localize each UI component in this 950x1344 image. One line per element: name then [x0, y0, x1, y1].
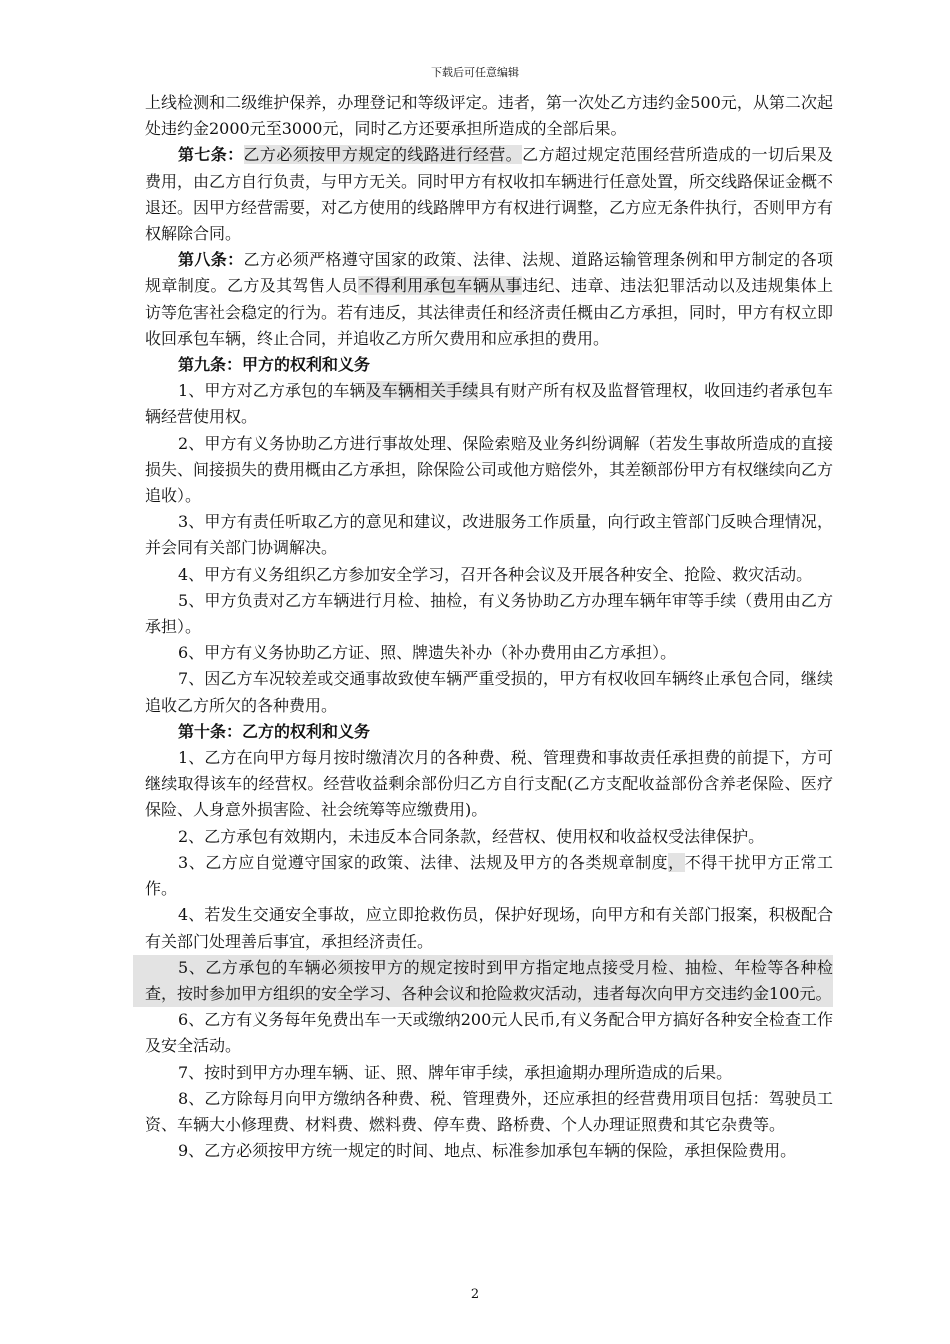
- clause-10-item-3-highlight: ，: [668, 852, 685, 872]
- clause-10-item-2: 2、乙方承包有效期内，未违反本合同条款，经营权、使用权和收益权受法律保护。: [178, 826, 765, 846]
- clause-8-label: 第八条：: [178, 250, 244, 270]
- clause-9-item-6: 6、甲方有义务协助乙方证、照、牌遗失补办（补办费用由乙方承担）。: [178, 643, 677, 663]
- clause-10-item-8: 8、乙方除每月向甲方缴纳各种费、税、管理费外，还应承担的经营费用项目包括：驾驶员工资、车辆大小修理费、材料费、燃料费、停车费、路桥费、个人办理证照费和其它杂费等。: [145, 1088, 833, 1134]
- clause-9-item-4: 4、甲方有义务组织乙方参加安全学习，召开各种会议及开展各种安全、抢险、救灾活动。: [178, 564, 813, 584]
- clause-9-item-2: 2、甲方有义务协助乙方进行事故处理、保险索赔及业务纠纷调解（若发生事故所造成的直接损失、间接损失的费用概由乙方承担，除保险公司或他方赔偿外，其差额部份甲方有权继续向乙方追收）。: [145, 433, 834, 506]
- clause-10-item-3-b: 不得干扰甲方正常工作。: [145, 852, 833, 899]
- page-header: 下载后可任意编辑: [431, 66, 519, 79]
- paragraph-continuation: 上线检测和二级维护保养，办理登记和等级评定。违者，第一次处乙方违约金500元，从第二次起处违约金2000元至3000元，同时乙方还要承担所造成的全部后果。: [145, 93, 833, 139]
- clause-7-highlight: 乙方必须按甲方规定的线路进行经营。: [243, 145, 523, 165]
- clause-9-heading: 第九条：甲方的权利和义务: [178, 355, 371, 375]
- document-body: [145, 90, 833, 1164]
- clause-9-item-3: 3、甲方有责任听取乙方的意见和建议，改进服务工作质量，向行政主管部门反映合理情况，并会同有关部门协调解决。: [145, 512, 833, 558]
- clause-7-text: 乙方超过规定范围经营所造成的一切后果及费用，由乙方自行负责，与甲方无关。同时甲方有权收扣车辆进行任意处置，所交线路保证金概不退还。因甲方经营需要，对乙方使用的线路牌甲方有权进行调整，乙方应无条件执行，否则甲方有权解除合同。: [145, 145, 834, 244]
- clause-10-heading: 第十条：乙方的权利和义务: [178, 721, 371, 741]
- clause-7-label: 第七条：: [178, 145, 244, 165]
- clause-10-item-1: 1、乙方在向甲方每月按时缴清次月的各种费、税、管理费和事故责任承担费的前提下，方可继续取得该车的经营权。经营收益剩余部份归乙方自行支配(乙方支配收益部份含养老保险、医疗保险、人身意外损害险、社会统筹等应缴费用)。: [145, 748, 833, 820]
- page-number: 2: [470, 1287, 480, 1302]
- clause-8-text-b: 违纪、违章、违法犯罪活动以及违规集体上访等危害社会稳定的行为。若有违反，其法律责任和经济责任概由乙方承担，同时，甲方有权立即收回承包车辆，终止合同，并追收乙方所欠费用和应承担的费用。: [145, 276, 834, 348]
- clause-10-item-7: 7、按时到甲方办理车辆、证、照、牌年审手续，承担逾期办理所造成的后果。: [178, 1062, 733, 1082]
- clause-8-highlight: 不得利用承包车辆从事: [358, 276, 522, 296]
- clause-9-item-1-b: 具有财产所有权及监督管理权，收回违约者承包车辆经营使用权。: [145, 381, 833, 427]
- clause-8-text-a: 乙方必须严格遵守国家的政策、法律、法规、道路运输管理条例和甲方制定的各项规章制度。乙方及其驾售人员: [145, 250, 833, 296]
- clause-10-item-5: 5、乙方承包的车辆必须按甲方的规定按时到甲方指定地点接受月检、抽检、年检等各种检查，按时参加甲方组织的安全学习、各种会议和抢险救灾活动，违者每次向甲方交违约金100元。: [133, 955, 833, 1007]
- clause-7: [145, 142, 833, 247]
- clause-9-item-1-a: 1、甲方对乙方承包的车辆: [178, 381, 366, 401]
- clause-10-item-4: 4、若发生交通安全事故，应立即抢救伤员，保护好现场，向甲方和有关部门报案，积极配合有关部门处理善后事宜，承担经济责任。: [145, 905, 833, 951]
- clause-9-item-1: [145, 378, 833, 430]
- clause-9-item-7: 7、因乙方车况较差或交通事故致使车辆严重受损的，甲方有权收回车辆终止承包合同，继续追收乙方所欠的各种费用。: [145, 669, 833, 715]
- clause-10-item-3: [145, 850, 833, 902]
- clause-10-item-3-a: 3、乙方应自觉遵守国家的政策、法律、法规及甲方的各类规章制度: [178, 852, 669, 872]
- clause-8: [145, 247, 833, 352]
- clause-9-item-1-highlight: 及车辆相关手续: [365, 381, 479, 401]
- clause-10-item-9: 9、乙方必须按甲方统一规定的时间、地点、标准参加承包车辆的保险，承担保险费用。: [178, 1141, 797, 1161]
- clause-10-item-6: 6、乙方有义务每年免费出车一天或缴纳200元人民币,有义务配合甲方搞好各种安全检查工作及安全活动。: [145, 1010, 833, 1056]
- clause-9-item-5: 5、甲方负责对乙方车辆进行月检、抽检，有义务协助乙方办理车辆年审等手续（费用由乙方承担）。: [145, 590, 833, 637]
